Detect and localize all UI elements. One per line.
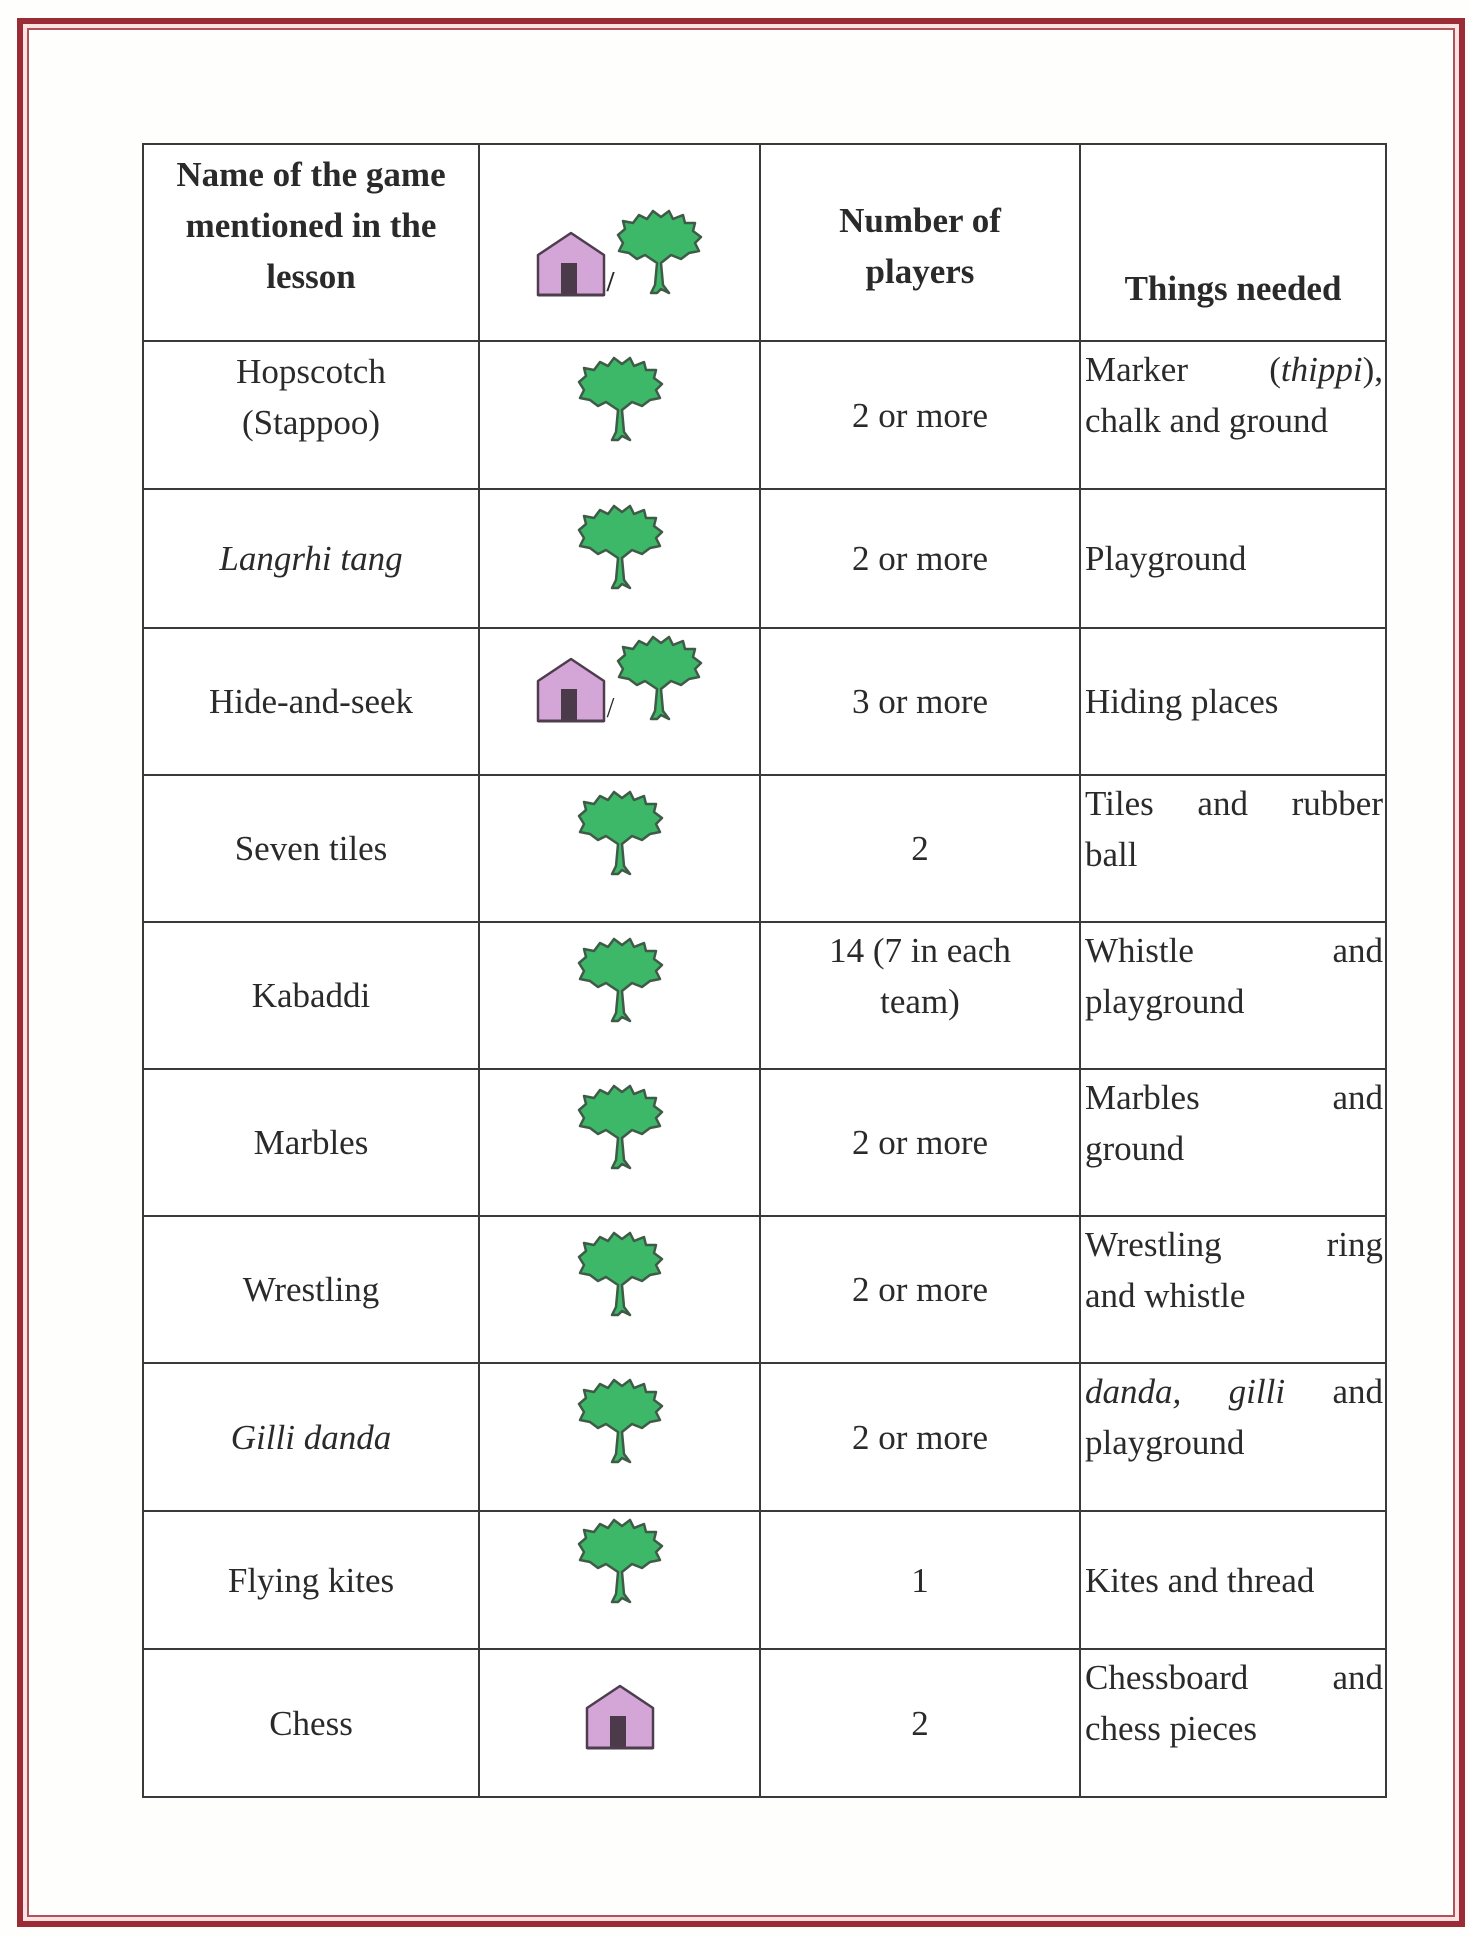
place-icons [480,635,759,723]
things-text: ground [1085,1129,1185,1168]
tree-icon [576,937,664,1023]
game-name-cell [143,775,479,922]
things-cell [1080,489,1386,628]
game-name: Wrestling [242,1270,380,1309]
house-icon [536,657,606,723]
things-text: Chessboard and [1085,1658,1383,1697]
things-cell [1080,341,1386,489]
things-line [1085,1366,1383,1417]
table-row [143,775,1386,922]
players-cell [760,1069,1080,1216]
things-cell [1080,1511,1386,1649]
place-separator: / [606,693,615,724]
things-text: chess pieces [1085,1709,1258,1748]
house-icon [536,231,606,297]
things-text-italic: (thippi), [1269,350,1383,389]
players-value: 2 or more [851,1417,989,1457]
players-cell [760,341,1080,489]
things-text: Tiles and rubber [1085,784,1383,823]
place-cell [479,1069,760,1216]
players-value: 2 [911,1703,929,1743]
things-text: ball [1085,835,1138,874]
place-icons [480,790,759,876]
things-text: Marbles and [1085,1078,1383,1117]
table-row [143,1069,1386,1216]
tree-icon [576,790,664,876]
table-row [143,1363,1386,1511]
place-icons [480,1684,759,1750]
players-cell [760,628,1080,775]
players-cell [760,489,1080,628]
header-things-text: Things needed [1124,269,1342,308]
table-row [143,1216,1386,1363]
game-name: Kabaddi [251,976,371,1015]
things-cell [1080,1363,1386,1511]
place-icons [480,504,759,590]
things-text: Kites and thread [1085,1560,1315,1600]
place-cell [479,1649,760,1797]
players-value: 2 [911,829,929,868]
header-game-name [143,144,479,341]
game-name-cell [143,1069,479,1216]
game-name-cell [143,922,479,1069]
things-text: Hiding places [1085,682,1279,721]
games-table [142,143,1387,1798]
things-cell [1080,922,1386,1069]
players-cell [760,922,1080,1069]
place-icons [480,1378,759,1464]
place-cell [479,1216,760,1363]
game-name-cell [143,1649,479,1797]
players-value: 2 or more [851,395,989,435]
game-name-cell [143,1216,479,1363]
place-separator: / [606,266,615,298]
header-players-text: Number of players [839,200,1001,291]
things-cell [1080,1069,1386,1216]
players-value-cont: team) [880,982,960,1021]
tree-icon [576,1378,664,1464]
players-cell [760,1649,1080,1797]
things-cell [1080,775,1386,922]
things-text: playground [1085,982,1245,1021]
players-cell [760,1363,1080,1511]
tree-icon [576,504,664,590]
things-text: Marker [1085,350,1270,389]
things-line [1085,344,1383,395]
place-cell [479,922,760,1069]
players-value: 2 or more [851,1123,989,1162]
players-value: 14 (7 in each [829,931,1011,970]
place-cell [479,1363,760,1511]
header-game-name-text: Name of the game mentioned in the lesson [176,155,446,296]
tree-icon [576,356,664,442]
things-text: Playground [1085,539,1247,578]
place-icons [480,937,759,1023]
things-text: and [1285,1372,1383,1411]
tree-icon [615,209,703,295]
game-name-cell [143,1511,479,1649]
place-cell [479,1511,760,1649]
place-cell [479,489,760,628]
game-name-cell [143,1363,479,1511]
table-row [143,341,1386,489]
place-cell [479,775,760,922]
table-row [143,1649,1386,1797]
game-name: Marbles [253,1123,369,1162]
players-cell [760,775,1080,922]
place-icons [480,356,759,442]
things-text: Wrestling ring [1085,1225,1383,1264]
header-row [143,144,1386,341]
things-text-italic: danda, [1085,1372,1182,1411]
place-icons [480,1518,759,1604]
things-cell [1080,628,1386,775]
things-text-italic: gilli [1228,1372,1286,1411]
table-row [143,628,1386,775]
header-players [760,144,1080,341]
game-name: Hide-and-seek [208,682,414,721]
players-value: 2 or more [851,1270,989,1309]
things-text: playground [1085,1423,1245,1462]
players-cell [760,1216,1080,1363]
players-value: 1 [911,1560,929,1600]
header-things [1080,144,1386,341]
players-cell [760,1511,1080,1649]
table-row [143,922,1386,1069]
game-name: Chess [269,1703,353,1743]
tree-icon [576,1084,664,1170]
game-name: Langrhi tang [219,539,403,578]
tree-icon [576,1518,664,1604]
things-cell [1080,1216,1386,1363]
place-icons [480,1231,759,1317]
game-name: Seven tiles [234,829,388,868]
place-cell [479,341,760,489]
place-icons [480,1084,759,1170]
tree-icon [576,1231,664,1317]
game-name: Gilli danda [230,1417,392,1457]
game-name-alt: (Stappoo) [241,403,381,442]
house-icon [585,1684,655,1750]
players-value: 3 or more [851,682,989,721]
game-name: Flying kites [227,1560,395,1600]
game-name: Hopscotch [236,352,386,391]
header-place [479,144,760,341]
game-name-cell [143,628,479,775]
game-name-cell [143,341,479,489]
things-text: and whistle [1085,1276,1246,1315]
table-row [143,489,1386,628]
place-cell [479,628,760,775]
tree-icon [615,635,703,721]
header-place-icons [480,209,759,297]
things-text: Whistle and [1085,931,1383,970]
things-text: chalk and ground [1085,401,1328,440]
table-row [143,1511,1386,1649]
players-value: 2 or more [851,539,989,578]
things-cell [1080,1649,1386,1797]
game-name-cell [143,489,479,628]
